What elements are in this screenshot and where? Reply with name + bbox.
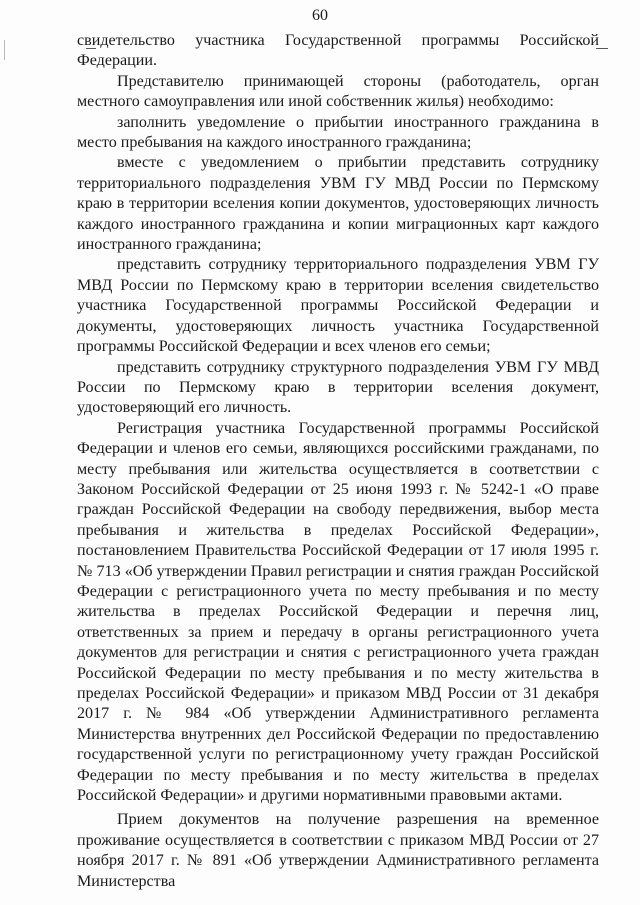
paragraph-continued: свидетельство участника Государственной программы Российской Федерации. bbox=[77, 32, 599, 70]
paragraph-identity-document: представить сотруднику структурного подразделения УВМ ГУ МВД России по Пермскому краю в территории вселения документ, удостоверяющий его личность. bbox=[77, 358, 599, 417]
paragraph-host-duties: Представителю принимающей стороны (работодатель, орган местного самоуправления или иной собственник жилья) необходимо: bbox=[77, 72, 599, 111]
scan-edge-line bbox=[4, 40, 5, 60]
paragraph-registration: Регистрация участника Государственной программы Российской Федерации и членов его семьи, являющихся российскими гражданами, по месту пребывания или жительства осуществляется в соответствии с Законом Российской Федерации от 25 июня 1993 г. № 5242-1 «О праве граждан Российской Федерации на свободу передвижения, выбор места пребывания и жительства в пределах Российской Федерации», постановлением Правительства Российской Федерации от 17 июля 1995 г. № 713 «Об утверждении Правил регистрации и снятия граждан Российской Федерации с регистрационного учета по месту пребывания и по месту жительства в пределах Российской Федерации и перечня лиц, ответственных за прием и передачу в органы регистрационного учета документов для регистрации и снятия с регистрационного учета граждан Российской Федерации по месту пребывания и по месту жительства в пределах Российской Федерации» и приказом МВД России от 31 декабря 2017 г. № 984 «Об утверждении Административного регламента Министерства внутренних дел Российской Федерации по предоставлению государственной услуги по регистрационному учету граждан Российской Федерации по месту пребывания и по месту жительства в пределах Российской Федерации» и другими нормативными правовыми актами. bbox=[77, 419, 599, 805]
paragraph-notification: заполнить уведомление о прибытии иностранного гражданина в место пребывания на каждого иностранного гражданина; bbox=[77, 113, 599, 152]
paragraph-certificate: представить сотруднику территориального подразделения УВМ ГУ МВД России по Пермскому краю в территории вселения свидетельство участника Государственной программы Российской Федерации и документы, удостоверяющих личность участника Государственной программы Российской Федерации и всех членов его семьи; bbox=[77, 256, 599, 356]
document-body bbox=[77, 31, 599, 892]
paragraph-temporary-residence: Прием документов на получение разрешения на временное проживание осуществляется в соответствии с приказом МВД России от 27 ноября 2017 г. № 891 «Об утверждении Административного регламента Министерства bbox=[77, 811, 599, 890]
paragraph-document-copies: вместе с уведомлением о прибытии представить сотруднику территориального подразделения УВМ ГУ МВД России по Пермскому краю в территории вселения копии документов, удостоверяющих личность каждого иностранного гражданина и копии миграционных карт каждого иностранного гражданина; bbox=[77, 154, 599, 254]
page-number: 60 bbox=[312, 7, 328, 24]
